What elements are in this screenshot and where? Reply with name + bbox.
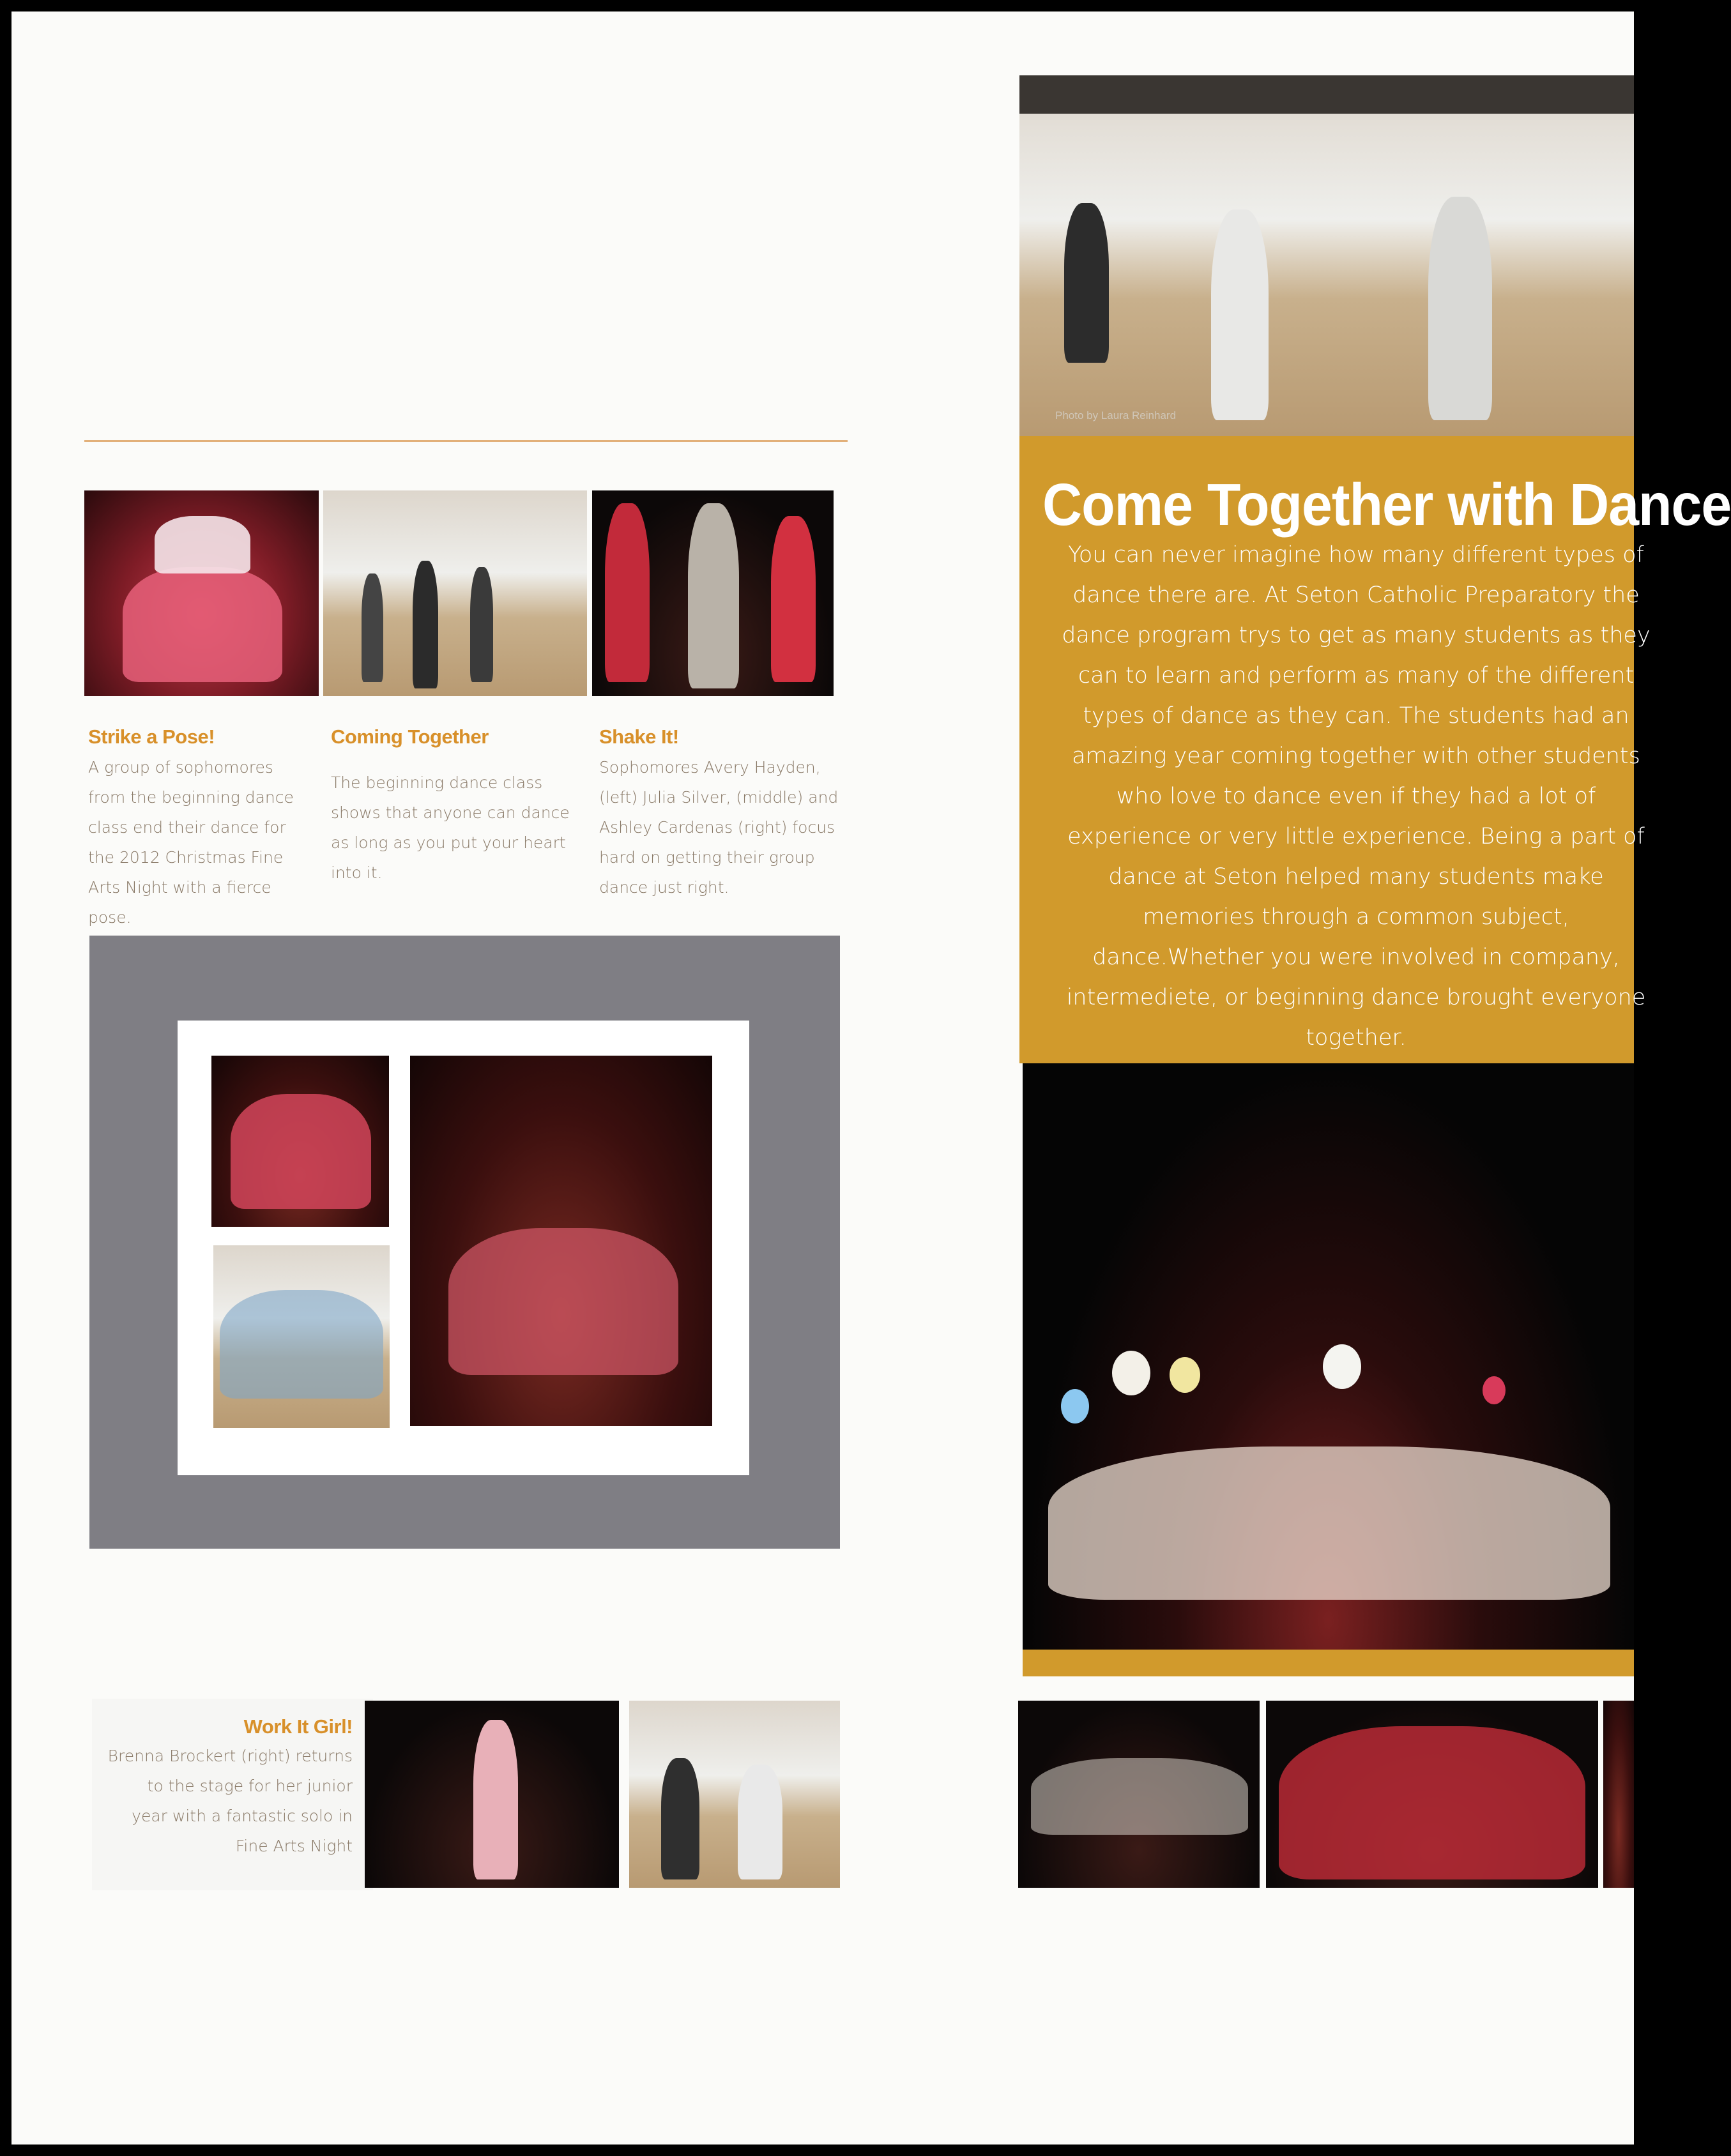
caption-text-coming-together: The beginning dance class shows that anyone can dance as long as you put your heart into it. — [331, 773, 570, 882]
photo-coming-together — [323, 490, 587, 696]
feature-body: You can never imagine how many different types of dance there are. At Seton Catholic Preparatory the dance program trys to get as many students as they can to learn and perform as many of the different types of dance as they can. The students had an amazing year coming together with other students who love to dance even if they had a lot of experience or very little experience. Being a part of dance at Seton helped many students make memories through a common subject, dance.Whether you were involved in company, intermediete, or beginning dance brought everyone together. — [1062, 542, 1651, 1051]
divider-rule — [84, 440, 848, 442]
photo-feature-dance-class — [1019, 75, 1634, 436]
caption-title-work-it-girl: Work It Girl! — [243, 1715, 353, 1738]
photo-collage-performance — [410, 1056, 712, 1426]
caption-title-coming-together: Coming Together — [331, 725, 489, 748]
feature-accent-strip — [1023, 1650, 1634, 1676]
photo-cropped-edge — [1603, 1701, 1634, 1888]
caption-text-shake-it: Sophomores Avery Hayden, (left) Julia Silver, (middle) and Ashley Cardenas (right) focus hard on getting their group dance just right. — [599, 758, 839, 897]
caption-title-shake-it: Shake It! — [599, 725, 679, 748]
photo-stage-wide — [1018, 1701, 1260, 1888]
caption-text-work-it-girl: Brenna Brockert (right) returns to the stage for her junior year with a fantastic solo in Fine Arts Night — [107, 1747, 353, 1855]
photo-strike-a-pose — [84, 490, 319, 696]
photo-credit: Photo by Laura Reinhard — [1055, 409, 1177, 421]
photo-work-it-girl-solo — [365, 1701, 619, 1888]
yearbook-page — [11, 11, 1731, 2145]
photo-studio-practice — [629, 1701, 840, 1888]
photo-shake-it — [592, 490, 834, 696]
caption-text-strike-a-pose: A group of sophomores from the beginning dance class end their dance for the 2012 Christmas Fine Arts Night with a fierce pose. — [88, 758, 294, 927]
photo-collage-stage-group — [211, 1056, 389, 1227]
photo-collage-class-group — [213, 1245, 390, 1428]
caption-title-strike-a-pose: Strike a Pose! — [88, 725, 215, 748]
feature-title: Come Together with Dance — [1042, 472, 1731, 538]
photo-balloon-performance — [1023, 1063, 1634, 1650]
photo-group-red-jackets — [1266, 1701, 1598, 1888]
